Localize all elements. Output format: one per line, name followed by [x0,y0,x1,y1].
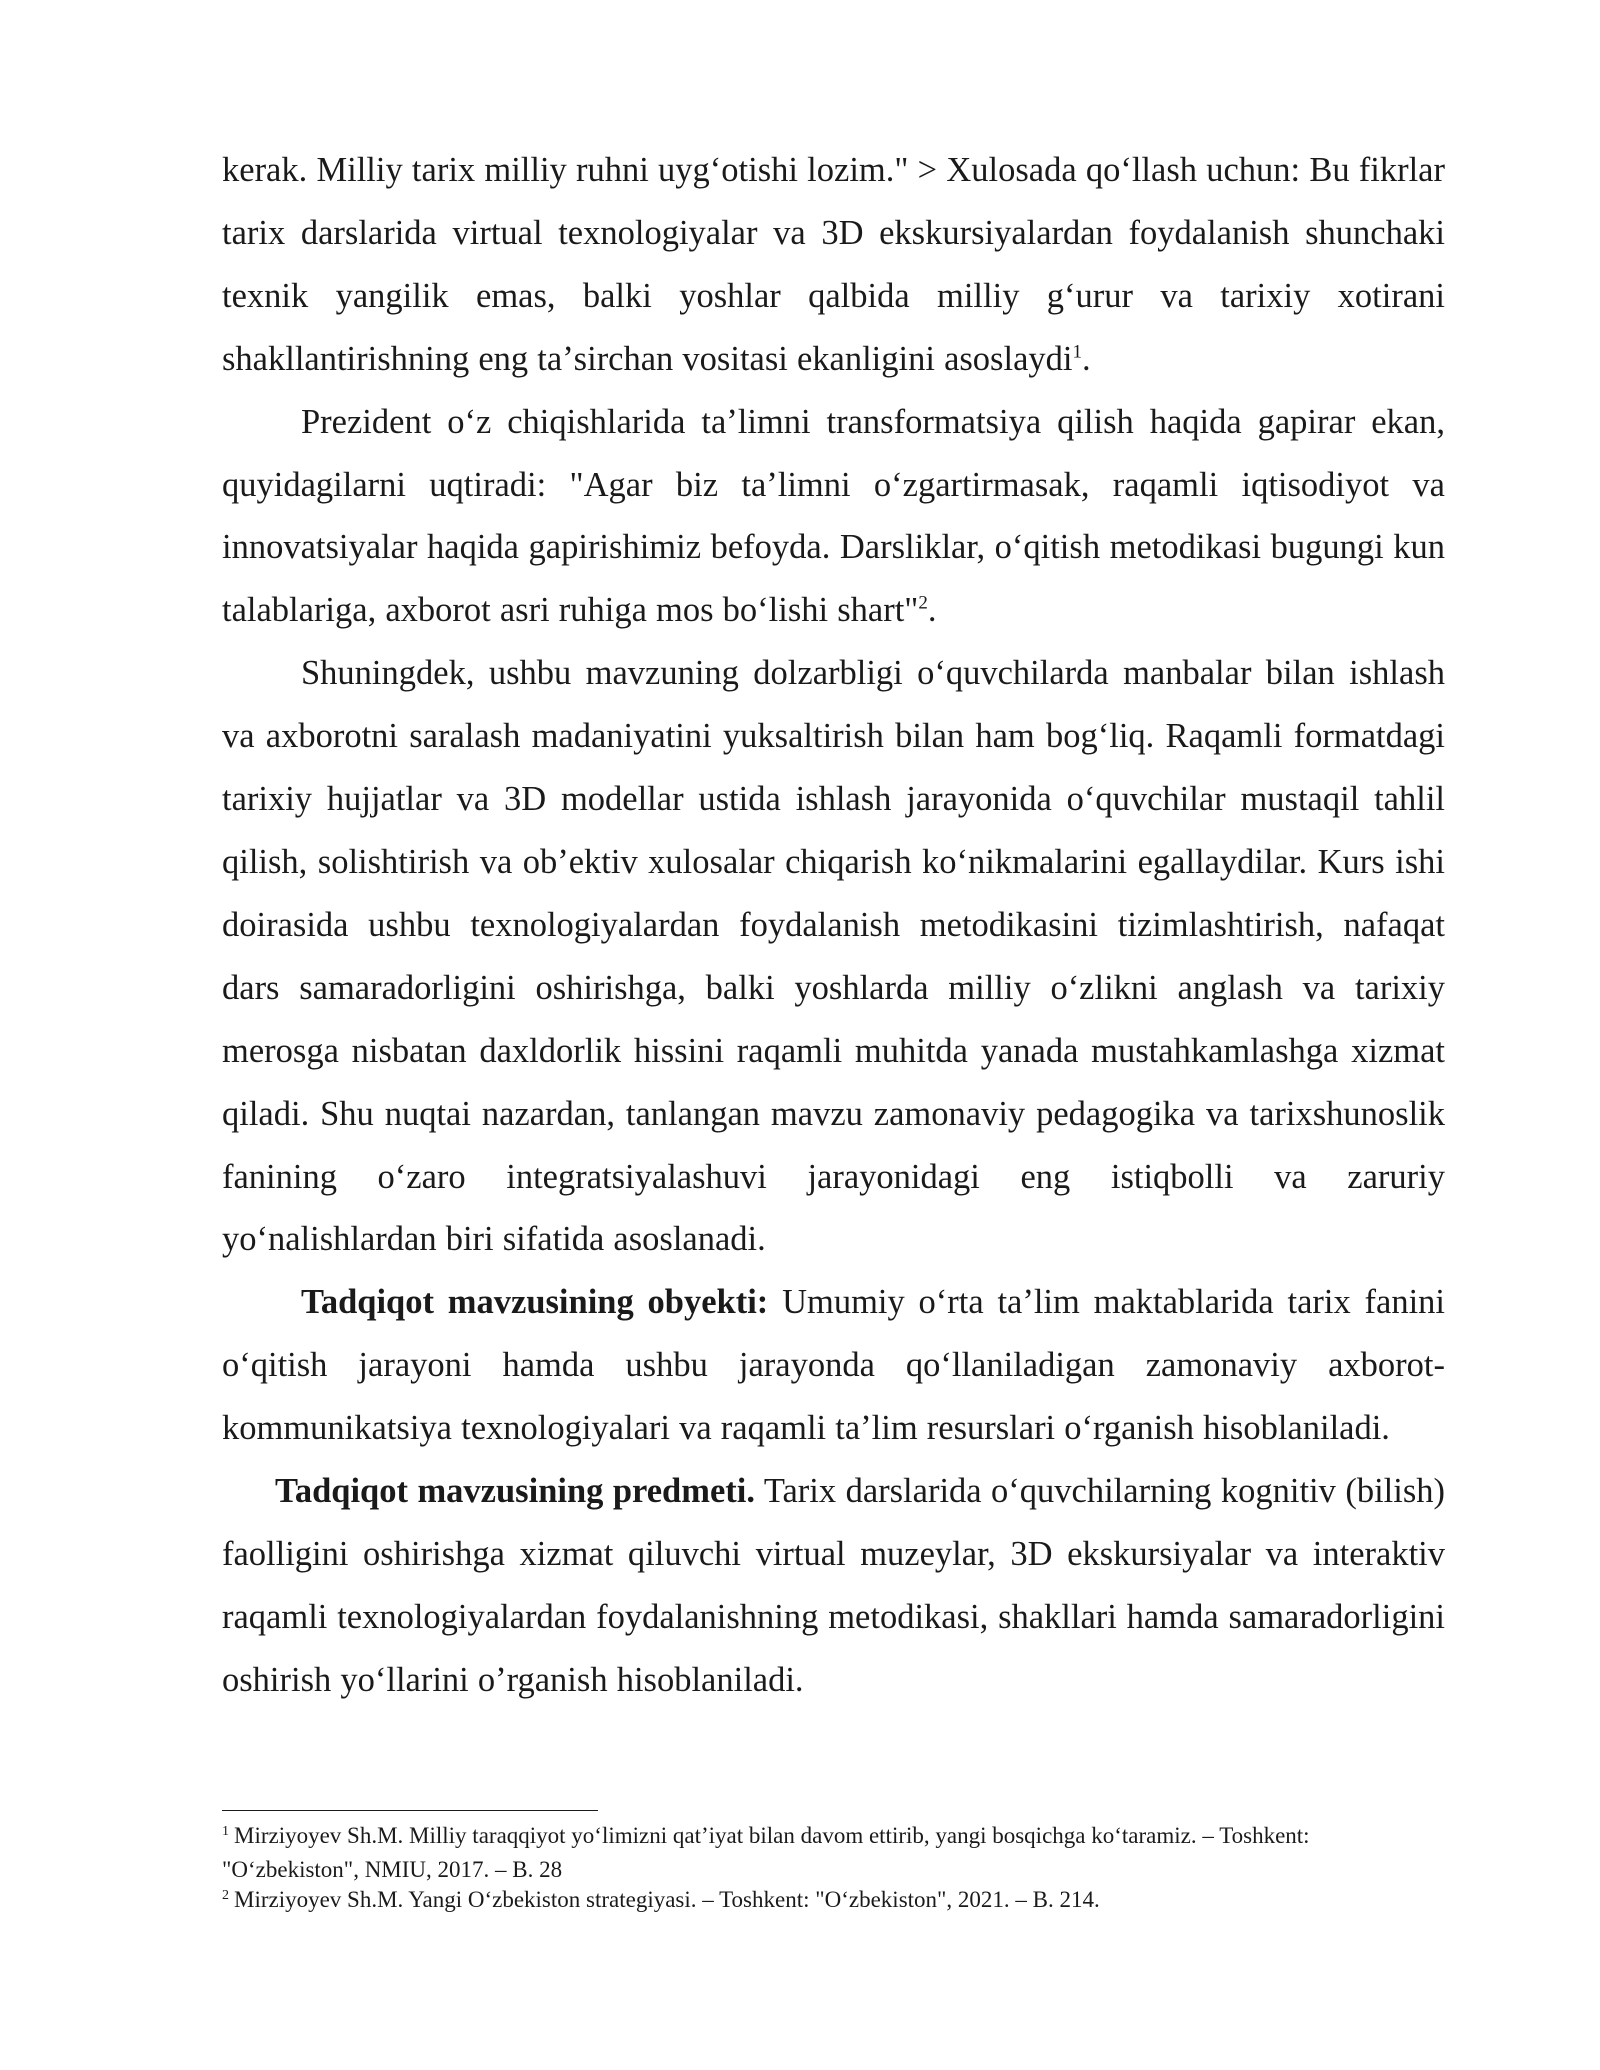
footnote-ref-2[interactable]: 2 [918,592,928,614]
paragraph-text: Shuningdek, ushbu mavzuning dolzarbligi oʻquvchilarda manbalar bilan ishlash va axborotni saralash madaniyatini yuksaltirish bilan ham bogʻliq. Raqamli formatdagi tarixiy hujjatlar va 3D modellar ustida ishlash jarayonida oʻquvchilar mustaqil tahlil qilish, solishtirish va obʼektiv xulosalar chiqarish koʻnikmalarini egallaydilar. Kurs ishi doirasida ushbu texnologiyalardan foydalanish metodikasini tizimlashtirish, nafaqat dars samaradorligini oshirishga, balki yoshlarda milliy oʻzlikni anglash va tarixiy merosga nisbatan daxldorlik hissini raqamli muhitda yanada mustahkamlashga xizmat qiladi. Shu nuqtai nazardan, tanlangan mavzu zamonaviy pedagogika va tarixshunoslik fanining oʻzaro integratsiyalashuvi jarayonidagi eng istiqbolli va zaruriy yoʻnalishlardan biri sifatida asoslanadi. [222,654,1445,1259]
paragraph-text: Umumiy oʻrta taʼlim maktablarida tarix fanini oʻqitish jarayoni hamda ushbu jarayonda qoʻllaniladigan zamonaviy axborot-kommunikatsiya texnologiyalari va raqamli taʼlim resurslari oʻrganish hisoblaniladi. [222,1283,1445,1448]
body-text [222,139,1445,1712]
paragraph-research-object [222,1271,1445,1460]
footnote-mark: 2 [222,1888,229,1903]
paragraph-text: Prezident oʻz chiqishlarida taʼlimni transformatsiya qilish haqida gapirar ekan, quyidagilarni uqtiradi: "Agar biz taʼlimni oʻzgartirmasak, raqamli iqtisodiyot va innovatsiyalar haqida gapirishimiz befoyda. Darsliklar, oʻqitish metodikasi bugungi kun talablariga, axborot asri ruhiga mos boʻlishi shart" [222,402,1445,630]
footnotes [222,1821,1445,1919]
footnote-1 [222,1821,1445,1885]
footnote-ref-1[interactable]: 1 [1072,341,1082,363]
paragraph-text: kerak. Milliy tarix milliy ruhni uygʻotishi lozim." > Xulosada qoʻllash uchun: Bu fikrlar tarix darslarida virtual texnologiyalar va 3D ekskursiyalardan foydalanish shunchaki texnik yangilik emas, balki yoshlar qalbida milliy gʻurur va tarixiy xotirani shakllantirishning eng taʼsirchan vositasi ekanligini asoslaydi [222,151,1445,378]
footnote-text: Mirziyoyev Sh.M. Yangi Oʻzbekiston strategiyasi. – Toshkent: "Oʻzbekiston", 2021. – B. 214. [234,1887,1100,1912]
footnote-2 [222,1885,1445,1919]
paragraph-relevance [222,642,1445,1271]
paragraph-quote-conclusion [222,139,1445,391]
footnote-separator [222,1810,598,1811]
paragraph-president-quote [222,391,1445,643]
paragraph-text: Tarix darslarida oʻquvchilarning kognitiv (bilish) faolligini oshirishga xizmat qiluvchi virtual muzeylar, 3D ekskursiyalar va interaktiv raqamli texnologiyalardan foydalanishning metodikasi, shakllari hamda samaradorligini oshirish yoʻllarini oʼrganish hisoblaniladi. [222,1472,1445,1699]
paragraph-heading: Tadqiqot mavzusining obyekti: [301,1283,769,1322]
paragraph-heading: Tadqiqot mavzusining predmeti. [275,1472,755,1511]
footnote-text: Mirziyoyev Sh.M. Milliy taraqqiyot yoʻlimizni qatʼiyat bilan davom ettirib, yangi bosqichga koʻtaramiz. – Toshkent: "Oʻzbekiston", NMIU, 2017. – B. 28 [222,1823,1310,1882]
footnote-mark: 1 [222,1824,229,1839]
paragraph-tail: . [927,591,937,630]
paragraph-research-subject [222,1460,1445,1712]
paragraph-tail: . [1081,339,1091,378]
